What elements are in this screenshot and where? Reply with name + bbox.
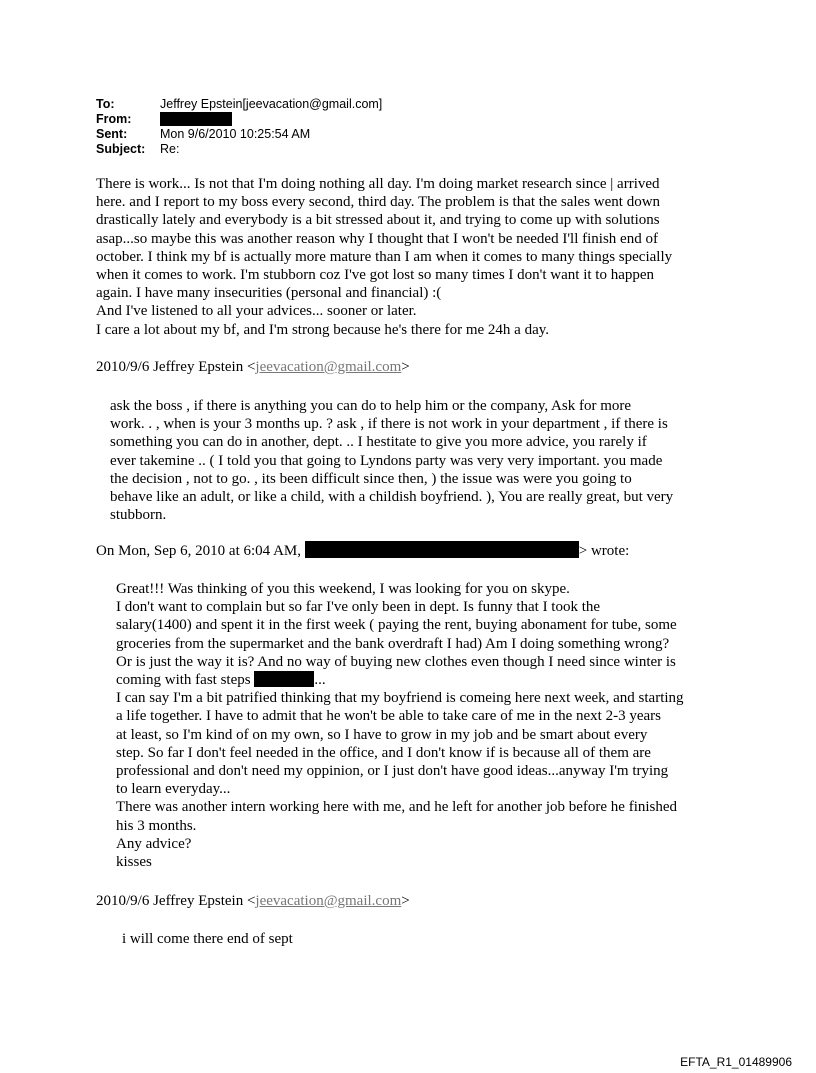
sent-value: Mon 9/6/2010 10:25:54 AM bbox=[160, 127, 311, 141]
message-body-2 bbox=[110, 397, 673, 524]
text-line: Or is just the way it is? And no way of buying new clothes even though I need since winter is bbox=[116, 653, 676, 670]
text-line bbox=[116, 671, 684, 689]
document-id: EFTA_R1_01489906 bbox=[680, 1055, 792, 1069]
text-line: october. I think my bf is actually more mature than I am when it comes to many things specially bbox=[96, 248, 673, 265]
quote-suffix: > bbox=[401, 893, 410, 909]
redaction-box bbox=[160, 112, 232, 126]
text-line: There was another intern working here with me, and he left for another job before he finished bbox=[116, 799, 678, 816]
text-line: work. . , when is your 3 months up. ? ask , if there is not work in your department , if there is bbox=[110, 416, 668, 433]
quote-prefix: 2010/9/6 Jeffrey Epstein < bbox=[96, 893, 256, 909]
text-line: Any advice? bbox=[116, 835, 192, 852]
text-line: There is work... Is not that I'm doing nothing all day. I'm doing market research since | arrived bbox=[96, 176, 660, 192]
quote-prefix: 2010/9/6 Jeffrey Epstein < bbox=[96, 359, 256, 375]
from-label: From: bbox=[96, 112, 132, 126]
sent-label: Sent: bbox=[96, 127, 128, 141]
text-line: I don't want to complain but so far I've only been in dept. Is funny that I took the bbox=[116, 599, 601, 616]
email-link[interactable]: jeevacation@gmail.com bbox=[255, 359, 402, 375]
to-value: Jeffrey Epstein[jeevacation@gmail.com] bbox=[160, 97, 383, 111]
subject-label: Subject: bbox=[96, 142, 146, 156]
to-row bbox=[96, 97, 382, 112]
from-row bbox=[96, 112, 382, 127]
text-line: behave like an adult, or like a child, with a childish boyfriend. ), You are really great, but very bbox=[110, 489, 674, 506]
text-line: ask the boss , if there is anything you can do to help him or the company, Ask for more bbox=[110, 398, 632, 414]
message-body-4 bbox=[122, 930, 293, 948]
text-line: I can say I'm a bit patrified thinking that my boyfriend is comeing here next week, and starting bbox=[116, 690, 684, 707]
message-body-1 bbox=[96, 175, 672, 339]
text-line: ever takemine .. ( I told you that going to Lyndons party was very very important. you made bbox=[110, 452, 663, 469]
text-line: And I've listened to all your advices... sooner or later. bbox=[96, 303, 417, 320]
text-line: again. I have many insecurities (personal and financial) :( bbox=[96, 285, 442, 302]
text-line: drastically lately and everybody is a bit stressed about it, and trying to come up with solutions bbox=[96, 212, 660, 229]
text-line: I care a lot about my bf, and I'm strong because he's there for me 24h a day. bbox=[96, 321, 550, 338]
sent-row bbox=[96, 127, 382, 142]
text-line: salary(1400) and spent it in the first week ( paying the rent, buying abonament for tube, some bbox=[116, 617, 677, 634]
to-label: To: bbox=[96, 97, 115, 111]
text-line: professional and don't need my oppinion, or I just don't have good ideas...anyway I'm trying bbox=[116, 763, 669, 780]
text-line: something you can do in another, dept. .. I hestitate to give you more advice, you rarely if bbox=[110, 434, 647, 451]
subject-row bbox=[96, 142, 382, 157]
subject-value: Re: bbox=[160, 142, 180, 156]
text-line: groceries from the supermarket and the bank overdraft I had) Am I doing something wrong? bbox=[116, 635, 670, 652]
quote-suffix: > bbox=[401, 359, 410, 375]
quote-header-3 bbox=[96, 892, 410, 910]
text-line: the decision , not to go. , its been difficult since then, ) the issue was were you going to bbox=[110, 470, 632, 487]
quote-header-1 bbox=[96, 358, 410, 376]
redaction-box bbox=[254, 671, 314, 687]
email-header bbox=[96, 97, 382, 157]
quote-prefix: On Mon, Sep 6, 2010 at 6:04 AM, bbox=[96, 543, 302, 559]
redaction-box bbox=[305, 541, 579, 558]
text-fragment: ... bbox=[314, 672, 326, 689]
text-line: at least, so I'm kind of on my own, so I have to grow in my job and be smart about every bbox=[116, 726, 648, 743]
text-line: his 3 months. bbox=[116, 817, 197, 834]
text-line: here. and I report to my boss every second, third day. The problem is that the sales went down bbox=[96, 194, 661, 211]
text-line: step. So far I don't feel needed in the office, and I don't know if is because all of them are bbox=[116, 744, 651, 761]
text-line: to learn everyday... bbox=[116, 781, 231, 798]
email-link[interactable]: jeevacation@gmail.com bbox=[255, 893, 402, 909]
text-line: a life together. I have to admit that he won't be able to take care of me in the next 2-3 years bbox=[116, 708, 661, 725]
text-fragment: coming with fast steps bbox=[116, 672, 251, 689]
text-line: i will come there end of sept bbox=[122, 931, 293, 947]
quote-header-2 bbox=[96, 541, 629, 560]
message-body-3 bbox=[116, 580, 684, 871]
quote-suffix: > wrote: bbox=[578, 543, 630, 559]
text-line: kisses bbox=[116, 854, 152, 871]
text-line: Great!!! Was thinking of you this weekend, I was looking for you on skype. bbox=[116, 581, 570, 597]
text-line: asap...so maybe this was another reason why I thought that I won't be needed I'll finish end of bbox=[96, 230, 658, 247]
text-line: when it comes to work. I'm stubborn coz I've got lost so many times I don't want it to happen bbox=[96, 267, 655, 284]
text-line: stubborn. bbox=[110, 507, 167, 524]
